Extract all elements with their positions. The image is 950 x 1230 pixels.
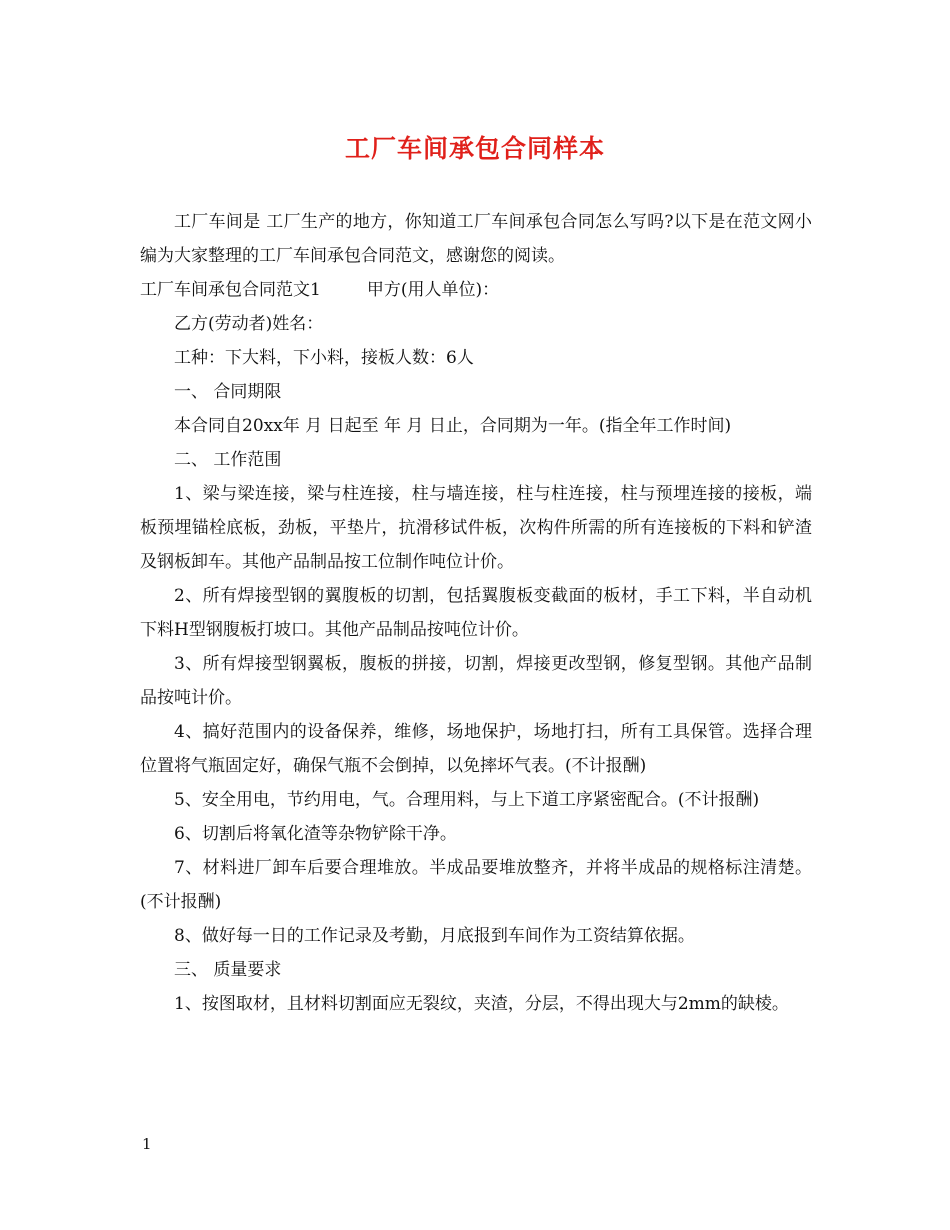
section-2-item: 8、做好每一日的工作记录及考勤，月底报到车间作为工资结算依据。 <box>174 926 695 946</box>
document-title: 工厂车间承包合同样本 <box>344 134 605 163</box>
party-b-label: 乙方(劳动者)姓名： <box>174 314 324 334</box>
intro-paragraph: 工厂车间是 工厂生产的地方，你知道工厂车间承包合同怎么写吗?以下是在范文网小编为大家整理的工厂车间承包合同范文，感谢您的阅读。 <box>140 212 812 266</box>
example-heading-line <box>140 273 812 307</box>
section-3-item: 1、按图取材，且材料切割面应无裂纹，夹渣，分层，不得出现大与2mm的缺棱。 <box>174 994 789 1014</box>
section-2-item: 4、搞好范围内的设备保养，维修，场地保护，场地打扫，所有工具保管。选择合理位置将气瓶固定好，确保气瓶不会倒掉，以免摔坏气表。(不计报酬) <box>140 722 812 776</box>
section-1-text: 本合同自20xx年 月 日起至 年 月 日止，合同期为一年。(指全年工作时间) <box>174 416 732 436</box>
party-a-label: 甲方(用人单位)： <box>366 280 500 300</box>
document-body <box>140 205 812 1021</box>
section-3-heading: 三、 质量要求 <box>174 960 282 980</box>
section-2-item: 1、梁与梁连接，梁与柱连接，柱与墙连接，柱与柱连接，柱与预埋连接的接板，端板预埋锚栓底板，劲板，平垫片，抗滑移试件板，次构件所需的所有连接板的下料和铲渣及钢板卸车。其他产品制品按工位制作吨位计价。 <box>140 484 812 572</box>
work-type-line: 工种：下大料，下小料，接板人数：6人 <box>174 348 474 368</box>
section-2-item: 6、切割后将氧化渣等杂物铲除干净。 <box>174 824 457 844</box>
section-2-item: 2、所有焊接型钢的翼腹板的切割，包括翼腹板变截面的板材，手工下料，半自动机下料H型钢腹板打坡口。其他产品制品按吨位计价。 <box>140 586 812 640</box>
example-title: 工厂车间承包合同范文1 <box>140 280 321 300</box>
section-2-item: 7、材料进厂卸车后要合理堆放。半成品要堆放整齐，并将半成品的规格标注清楚。(不计报酬) <box>140 858 812 912</box>
section-2-heading: 二、 工作范围 <box>174 450 282 470</box>
section-2-item: 5、安全用电，节约用电，气。合理用料，与上下道工序紧密配合。(不计报酬) <box>174 790 760 810</box>
section-2-item: 3、所有焊接型钢翼板，腹板的拼接，切割，焊接更改型钢，修复型钢。其他产品制品按吨计价。 <box>140 654 812 708</box>
page-number: 1 <box>142 1135 152 1153</box>
section-1-heading: 一、 合同期限 <box>174 382 282 402</box>
